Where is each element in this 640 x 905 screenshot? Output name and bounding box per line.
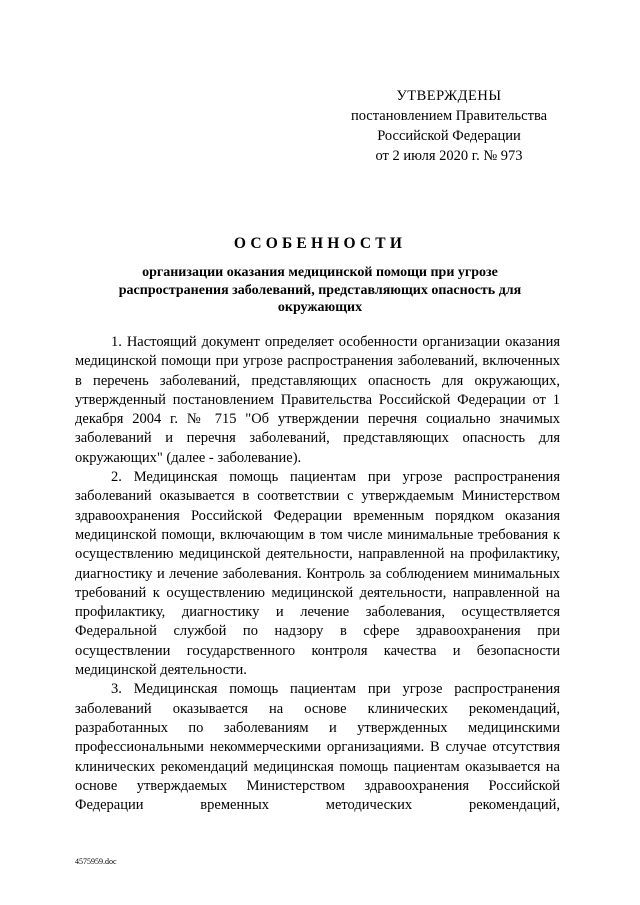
approval-line-3: от 2 июля 2020 г. № 973	[375, 148, 523, 164]
document-body	[75, 333, 560, 815]
approval-block	[340, 86, 558, 166]
approval-heading: УТВЕРЖДЕНЫ	[396, 88, 502, 104]
paragraph-1: 1. Настоящий документ определяет особенности организации оказания медицинской помощи при угрозе распространения заболеваний, включенных в перечень заболеваний, представляющих опасность для окружающих, утвержденный постановлением Правительства Российской Федерации от 1 декабря 2004 г. № 715 "Об утверждении перечня социально значимых заболеваний и перечня заболеваний, представляющих опасность для окружающих" (далее - заболевание).	[75, 334, 560, 466]
approval-line-2: Российской Федерации	[377, 128, 521, 144]
paragraph-2: 2. Медицинская помощь пациентам при угрозе распространения заболеваний оказывается в соответствии с утверждаемым Министерством здравоохранения Российской Федерации временным порядком оказания медицинской помощи, включающим в том числе минимальные требования к осуществлению медицинской деятельности, направленной на профилактику, диагностику и лечение заболевания. Контроль за соблюдением минимальных требований к осуществлению медицинской деятельности, направленной на профилактику, диагностику и лечение заболевания, осуществляется Федеральной службой по надзору в сфере здравоохранения при осуществлении государственного контроля качества и безопасности медицинской деятельности.	[75, 469, 560, 679]
file-name-footer: 4575959.doc	[75, 857, 117, 866]
paragraph-3: 3. Медицинская помощь пациентам при угрозе распространения заболеваний оказывается на основе клинических рекомендаций, разработанных по заболеваниям и утвержденных медицинскими профессиональными некоммерческими организациями. В случае отсутствия клинических рекомендаций медицинская помощь пациентам оказывается на основе утверждаемых Министерством здравоохранения Российской Федерации временных методических рекомендаций,	[75, 681, 560, 814]
document-title: ОСОБЕННОСТИ	[233, 235, 407, 252]
approval-line-1: постановлением Правительства	[350, 108, 548, 124]
document-subtitle: организации оказания медицинской помощи при угрозе распространения заболеваний, представляющих опасность для окружающих	[118, 265, 522, 315]
